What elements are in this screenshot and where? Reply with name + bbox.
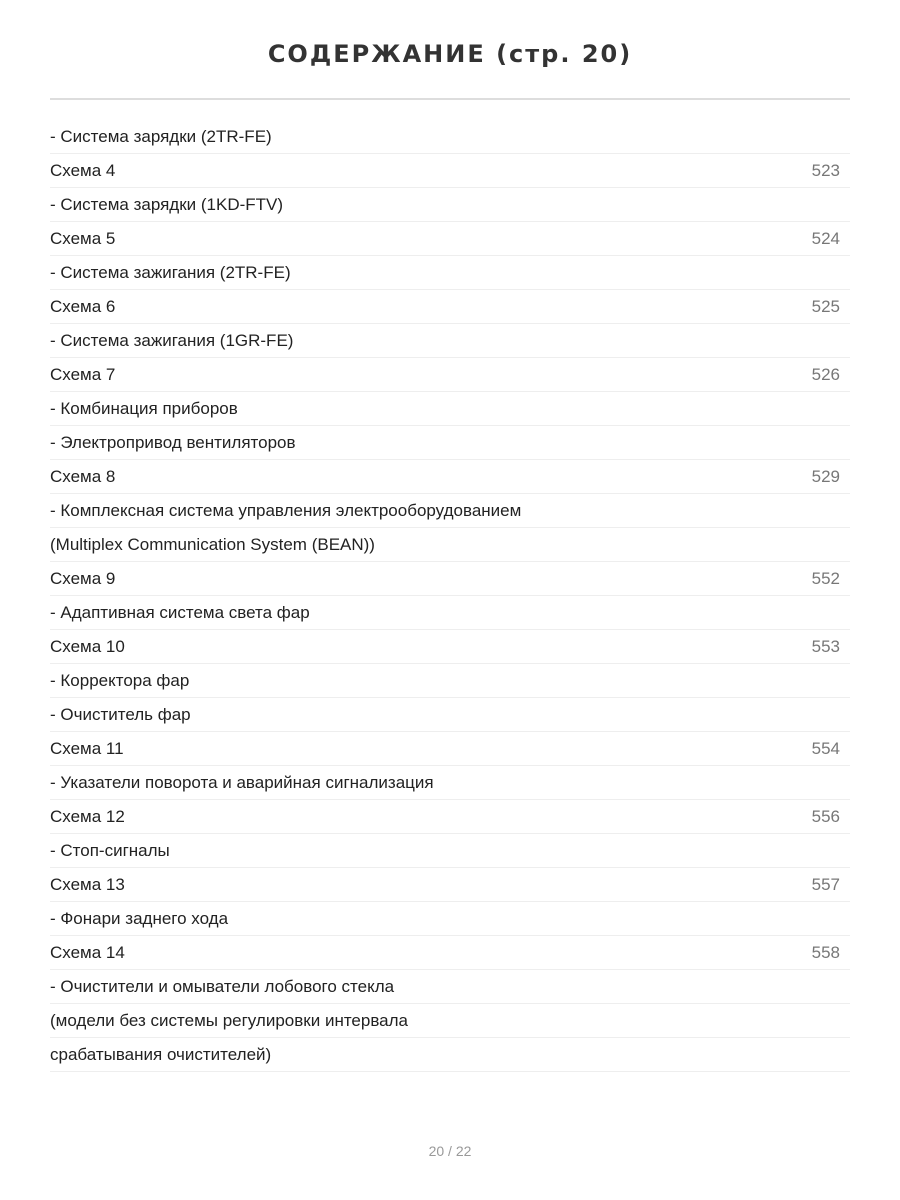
toc-item[interactable]	[50, 256, 850, 290]
toc-item[interactable]	[50, 392, 850, 426]
toc-item-text: Схема 7	[50, 364, 116, 384]
toc-item[interactable]	[50, 562, 850, 596]
toc-item[interactable]	[50, 324, 850, 358]
toc-item[interactable]	[50, 528, 850, 562]
toc-item-text: Схема 5	[50, 228, 116, 248]
toc-item-text: - Система зажигания (1GR-FE)	[50, 330, 294, 350]
toc-item-text: Схема 14	[50, 942, 125, 962]
toc-item-text: - Стоп-сигналы	[50, 840, 170, 860]
toc-item[interactable]	[50, 698, 850, 732]
toc-item-text: Схема 11	[50, 738, 124, 758]
toc-item[interactable]	[50, 1004, 850, 1038]
toc-item[interactable]	[50, 222, 850, 256]
toc-item[interactable]	[50, 460, 850, 494]
toc-item-text: - Система зажигания (2TR-FE)	[50, 262, 291, 282]
toc-item-text: - Адаптивная система света фар	[50, 602, 310, 622]
page-number: 20 / 22	[428, 1143, 472, 1159]
toc-item-page: 556	[811, 806, 840, 826]
toc-item[interactable]	[50, 154, 850, 188]
toc-item-text: (модели без системы регулировки интервала	[50, 1010, 409, 1030]
toc-item-page: 554	[811, 738, 840, 758]
toc-item[interactable]	[50, 596, 850, 630]
toc-item-text: Схема 8	[50, 466, 116, 486]
toc-item-text: - Корректора фар	[50, 670, 190, 690]
toc-item-page: 523	[811, 160, 840, 180]
toc-item[interactable]	[50, 120, 850, 154]
toc-item[interactable]	[50, 188, 850, 222]
toc-item[interactable]	[50, 936, 850, 970]
toc-item-text: срабатывания очистителей)	[50, 1044, 272, 1064]
toc-item-page: 558	[811, 942, 840, 962]
toc-item[interactable]	[50, 800, 850, 834]
toc-item-page: 526	[811, 364, 840, 384]
toc-item-page: 553	[811, 636, 840, 656]
toc-item[interactable]	[50, 358, 850, 392]
toc-item-page: 525	[811, 296, 840, 316]
toc-item-text: - Очиститель фар	[50, 704, 191, 724]
toc-item-page: 552	[811, 568, 840, 588]
toc-item[interactable]	[50, 766, 850, 800]
toc-item-page: 557	[811, 874, 840, 894]
toc-item-text: Схема 9	[50, 568, 116, 588]
toc-item[interactable]	[50, 630, 850, 664]
toc-item-page: 524	[811, 228, 840, 248]
toc-item-text: - Система зарядки (1KD-FTV)	[50, 194, 284, 214]
title-divider	[50, 98, 850, 100]
toc-item[interactable]	[50, 834, 850, 868]
toc-item-text: Схема 10	[50, 636, 125, 656]
toc-item-text: - Очистители и омыватели лобового стекла	[50, 976, 395, 996]
toc-item[interactable]	[50, 426, 850, 460]
toc-item[interactable]	[50, 290, 850, 324]
toc-item[interactable]	[50, 732, 850, 766]
toc-item[interactable]	[50, 1038, 850, 1072]
toc-item-text: (Multiplex Communication System (BEAN))	[50, 534, 375, 554]
toc-item[interactable]	[50, 494, 850, 528]
toc-item[interactable]	[50, 868, 850, 902]
toc-item-text: - Комплексная система управления электрооборудованием	[50, 500, 522, 520]
toc-item-text: - Фонари заднего хода	[50, 908, 229, 928]
toc-item[interactable]	[50, 664, 850, 698]
toc-item-text: - Указатели поворота и аварийная сигнализация	[50, 772, 434, 792]
toc-item-text: - Система зарядки (2TR-FE)	[50, 126, 272, 146]
toc-item-page: 529	[811, 466, 840, 486]
toc-item-text: Схема 6	[50, 296, 116, 316]
toc-item-text: - Электропривод вентиляторов	[50, 432, 296, 452]
toc-item-text: Схема 13	[50, 874, 125, 894]
table-of-contents	[50, 120, 850, 1072]
toc-item-text: Схема 4	[50, 160, 116, 180]
toc-item[interactable]	[50, 902, 850, 936]
toc-item-text: Схема 12	[50, 806, 125, 826]
page-title: СОДЕРЖАНИЕ (стр. 20)	[267, 40, 633, 68]
toc-item-text: - Комбинация приборов	[50, 398, 238, 418]
toc-item[interactable]	[50, 970, 850, 1004]
